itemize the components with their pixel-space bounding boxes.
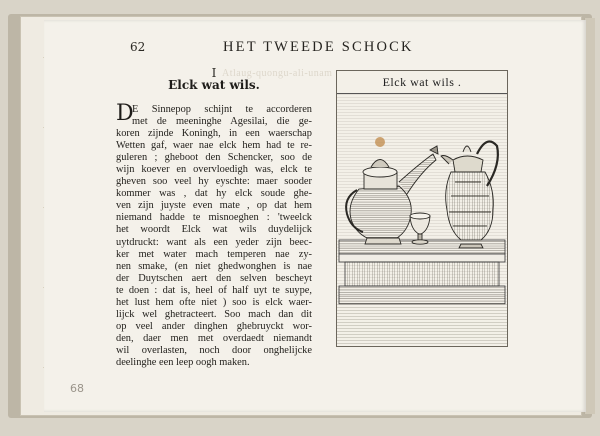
text-line: nen smake, (en niet ghedwonghen is nae [116,260,312,272]
plate-caption: Elck wat wils . [382,75,462,89]
text-line: deelinghe een leep oogh maken. [116,356,250,368]
text-line: lijck wel ghetracteert. Soo mach dan dit [116,308,312,320]
table-edge [339,254,505,262]
text-line: wijn koever en overvloedigh was, elck te [116,164,312,176]
text-line: op veel ander dinghen ghebruyckt wor- [116,320,312,332]
text-line: ker met water mach temperen nae zy- [116,248,312,260]
text-line: kommer was , dat hy elck soude ghe- [116,188,312,200]
floor [337,304,507,345]
bleed-through-text: Atlaug-quongu-ali-unam [222,68,333,79]
emblem-numeral: I [211,66,217,80]
text-line: het lust hem ofte niet ) soo is elck waer- [116,296,312,308]
text-line: wil overlasten, noch door onghelijcke [116,344,312,356]
paper-stain [375,137,385,147]
emblem-heading: Elck wat wils. [168,78,260,92]
running-head: HET TWEEDE SCHOCK [223,39,414,55]
text-line: guleren ; gheboot den Schencker, soo de [116,152,312,164]
text-line: gheven soo veel hy eyschte: maer sooder [116,176,312,188]
text-line: het woordt Elck wat wils duydelijck [116,224,312,236]
emblem-body-text [116,101,312,369]
text-line: uytdruckt: want als een yeder zijn beec- [116,236,312,248]
pencil-margin-note: 68 [70,382,84,395]
text-line: Wetten gaf, waer nae elck hem had te re- [116,140,312,152]
drop-capital: D [116,101,134,126]
engraving-plate [336,70,508,347]
table-base [339,286,505,304]
text-line: niemand hadde te misnoeghen : 'tweelck [116,212,312,224]
engraving-illustration [337,94,507,345]
table-apron [345,262,499,286]
page-number: 62 [130,40,146,54]
text-line: der Duytschen aert den selven bescheyt [116,272,312,284]
text-line: te doen : dat is, heel of half uyt te suype, [116,284,312,296]
text-line: ven zijn juyste even mate , op dat hem [116,200,312,212]
text-line: met de meeninghe Agesilai, die ge- [132,116,312,128]
text-line: E Sinnepop schijnt te accorderen [132,104,312,115]
emblem-text-column [116,60,312,370]
text-line: koren zijnde Koningh, in een waerschap [116,128,312,140]
text-line: den, daer men met overdaedt niemandt [116,332,312,344]
